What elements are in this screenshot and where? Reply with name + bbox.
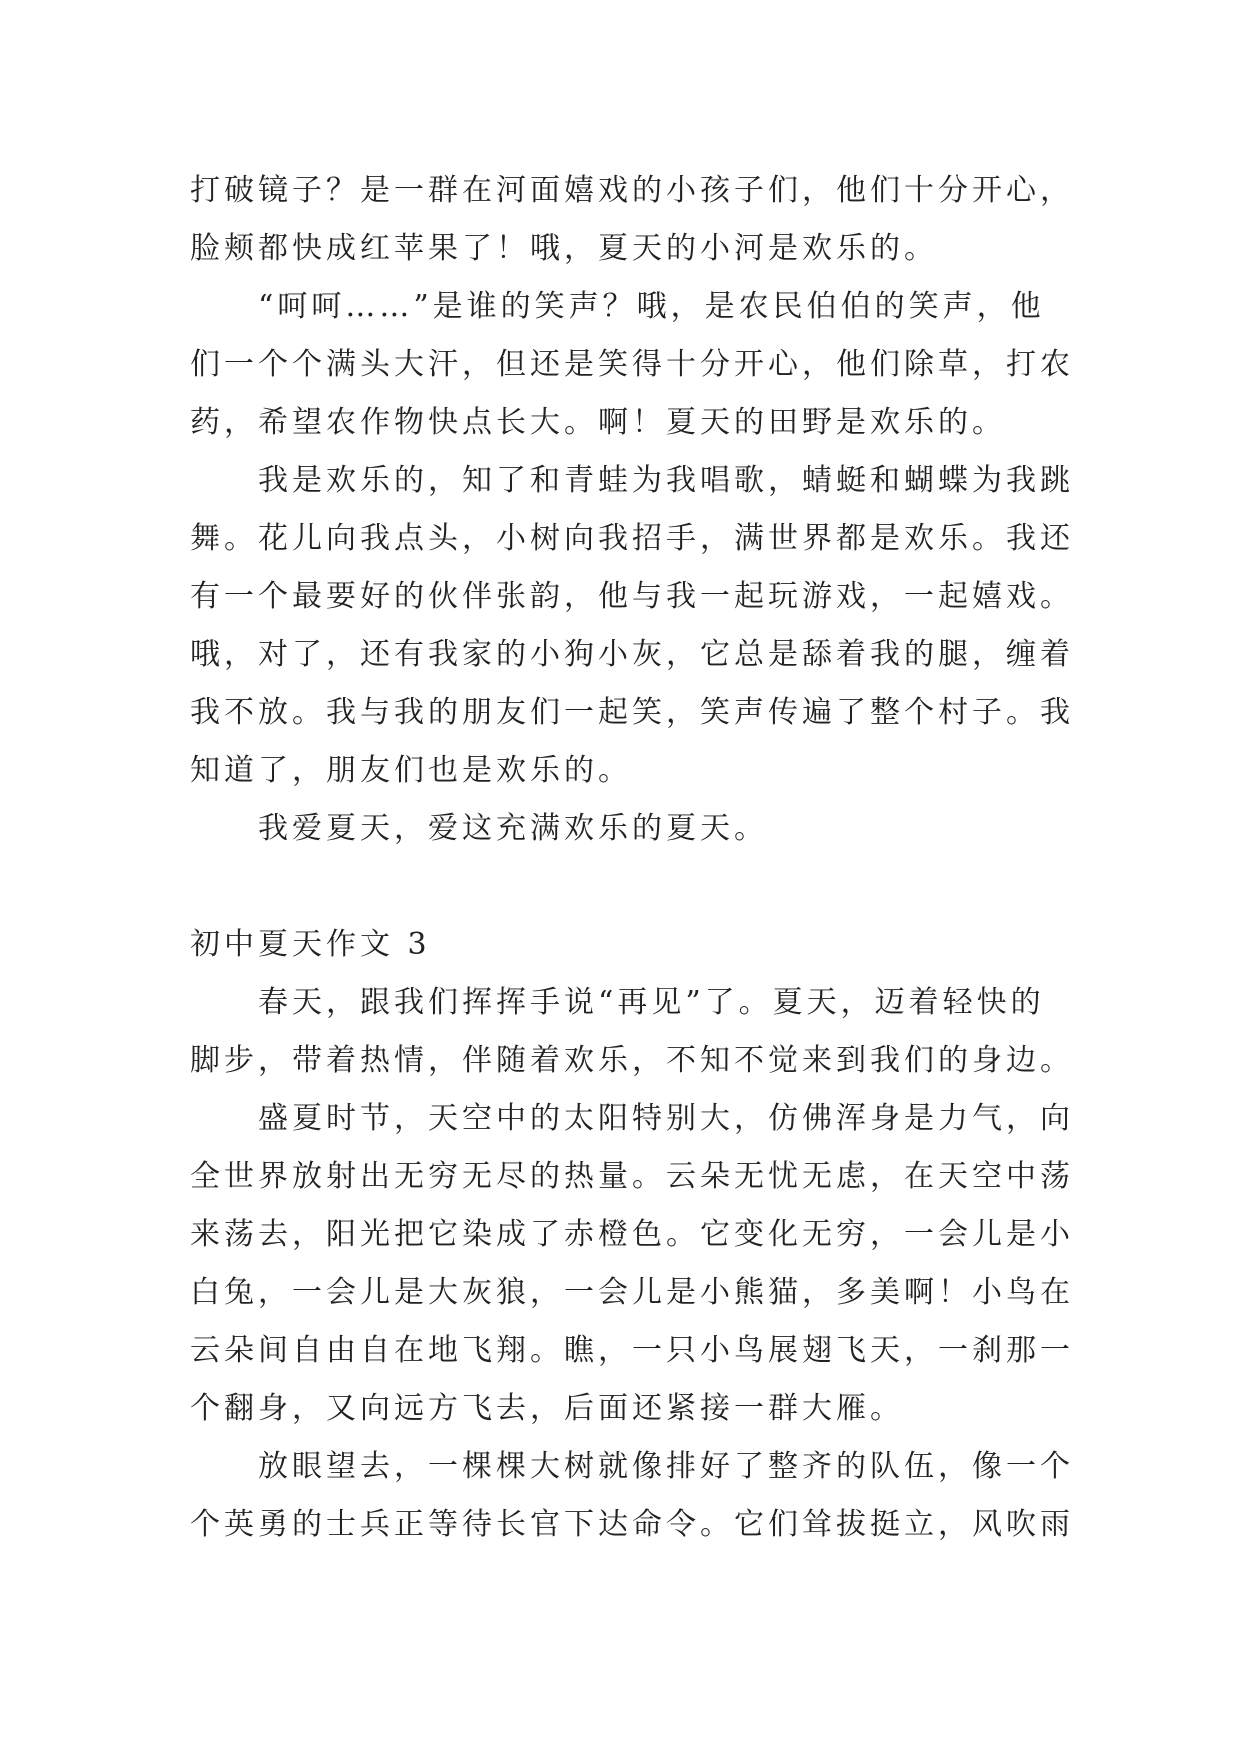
paragraph-line: 个翻身，又向远方飞去，后面还紧接一群大雁。 — [190, 1391, 904, 1426]
paragraph-line: 我爱夏天，爱这充满欢乐的夏天。 — [258, 811, 768, 846]
paragraph-line: 我不放。我与我的朋友们一起笑，笑声传遍了整个村子。我 — [190, 695, 1074, 730]
paragraph-line: 哦，对了，还有我家的小狗小灰，它总是舔着我的腿，缠着 — [190, 637, 1074, 672]
section-gap — [190, 858, 1070, 916]
paragraph-line: 来荡去，阳光把它染成了赤橙色。它变化无穷，一会儿是小 — [190, 1217, 1074, 1252]
paragraph-line: 全世界放射出无穷无尽的热量。云朵无忧无虑，在天空中荡 — [190, 1159, 1074, 1194]
paragraph-line: 知道了，朋友们也是欢乐的。 — [190, 753, 632, 788]
paragraph-line: 放眼望去，一棵棵大树就像排好了整齐的队伍，像一个 — [258, 1449, 1074, 1484]
paragraph-line: 打破镜子？是一群在河面嬉戏的小孩子们，他们十分开心， — [190, 173, 1074, 208]
paragraph-line: 我是欢乐的，知了和青蛙为我唱歌，蜻蜓和蝴蝶为我跳 — [258, 463, 1074, 498]
essay-body — [190, 162, 1074, 1554]
paragraph-line: 舞。花儿向我点头，小树向我招手，满世界都是欢乐。我还 — [190, 521, 1074, 556]
paragraph-line: 春天，跟我们挥挥手说“再见”了。夏天，迈着轻快的 — [258, 985, 1045, 1020]
section-heading: 初中夏天作文 3 — [190, 927, 431, 962]
paragraph-line: 个英勇的士兵正等待长官下达命令。它们耸拔挺立，风吹雨 — [190, 1507, 1074, 1542]
paragraph-line: 脸颊都快成红苹果了！哦，夏天的小河是欢乐的。 — [190, 231, 938, 266]
paragraph-line: 药，希望农作物快点长大。啊！夏天的田野是欢乐的。 — [190, 405, 1006, 440]
paragraph-line: 们一个个满头大汗，但还是笑得十分开心，他们除草，打农 — [190, 347, 1074, 382]
paragraph-line: 白兔，一会儿是大灰狼，一会儿是小熊猫，多美啊！小鸟在 — [190, 1275, 1074, 1310]
paragraph-line: 云朵间自由自在地飞翔。瞧，一只小鸟展翅飞天，一刹那一 — [190, 1333, 1074, 1368]
paragraph-line: “呵呵……”是谁的笑声？哦，是农民伯伯的笑声，他 — [258, 289, 1045, 324]
paragraph-line: 盛夏时节，天空中的太阳特别大，仿佛浑身是力气，向 — [258, 1101, 1074, 1136]
paragraph-line: 脚步，带着热情，伴随着欢乐，不知不觉来到我们的身边。 — [190, 1043, 1074, 1078]
paragraph-line: 有一个最要好的伙伴张韵，他与我一起玩游戏，一起嬉戏。 — [190, 579, 1074, 614]
